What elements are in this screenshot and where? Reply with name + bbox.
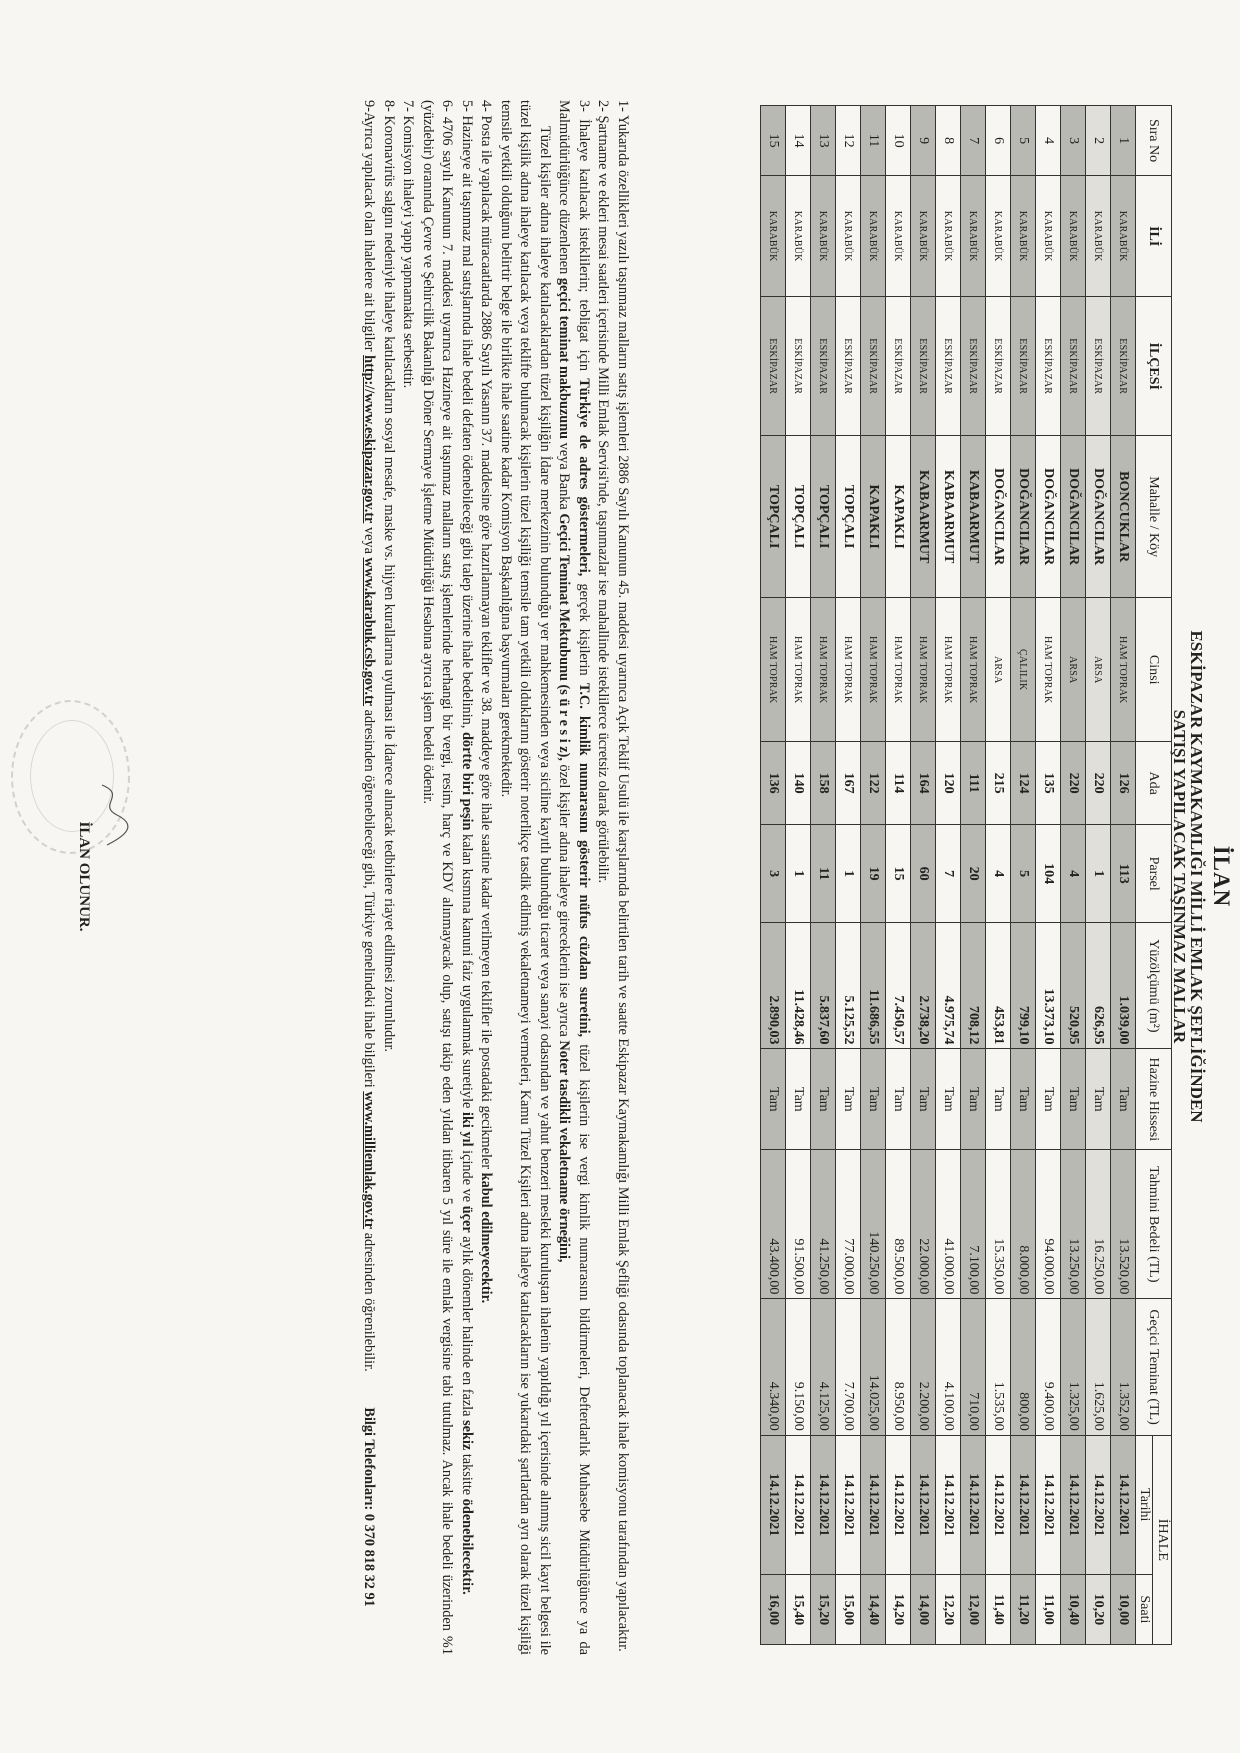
cell-yuzolcumu: 453,81 <box>986 923 1011 1049</box>
cell-cinsi: HAM TOPRAK <box>1111 598 1136 742</box>
cell-parsel: 113 <box>1111 825 1136 923</box>
cell-ilcesi: ESKİPAZAR <box>836 297 861 436</box>
cell-saati: 10,00 <box>1111 1574 1136 1644</box>
cell-tarihi: 14.12.2021 <box>1011 1435 1036 1574</box>
cell-mahalle: KABAARMUT <box>961 436 986 598</box>
cell-sira-no: 7 <box>961 106 986 176</box>
cell-tarihi: 14.12.2021 <box>1086 1435 1111 1574</box>
cell-tarihi: 14.12.2021 <box>986 1435 1011 1574</box>
table-row <box>836 106 861 1645</box>
cell-parsel: 4 <box>1061 825 1086 923</box>
cell-cinsi: HAM TOPRAK <box>861 598 886 742</box>
header-hazine: Hazine Hissesi <box>1136 1049 1172 1150</box>
cell-gecici: 1.625,00 <box>1086 1299 1111 1435</box>
header-ili: İLİ <box>1136 176 1172 297</box>
cell-mahalle: KAPAKLI <box>861 436 886 598</box>
cell-ada: 220 <box>1061 742 1086 825</box>
table-row <box>936 106 961 1645</box>
cell-ada: 124 <box>1011 742 1036 825</box>
header-ihale: İHALE <box>1153 1435 1172 1644</box>
cell-sira-no: 6 <box>986 106 1011 176</box>
cell-parsel: 4 <box>986 825 1011 923</box>
note-2: 2- Şartname ve ekleri mesai saatleri içerisinde Milli Emlak Servisi'nde, taşınmazlar ise mahallinde isteklilerce ücretsiz olarak görülebilir. <box>595 100 612 884</box>
header-sira-no: Sıra No <box>1136 106 1172 176</box>
cell-parsel: 1 <box>1086 825 1111 923</box>
cell-parsel: 60 <box>911 825 936 923</box>
cell-hazine: Tam <box>986 1049 1011 1150</box>
note-7: 7- Komisyon ihaleyi yapıp yapmamakta serbesttir. <box>400 100 417 389</box>
cell-sira-no: 1 <box>1111 106 1136 176</box>
cell-ili: KARABÜK <box>961 176 986 297</box>
cell-saati: 14,40 <box>861 1574 886 1644</box>
cell-tahmini: 7.100,00 <box>961 1150 986 1299</box>
cell-ilcesi: ESKİPAZAR <box>886 297 911 436</box>
cell-yuzolcumu: 520,95 <box>1061 923 1086 1049</box>
cell-tarihi: 14.12.2021 <box>786 1435 811 1574</box>
note-9: 9-Ayrıca yapılacak olan ihalelere ait bilgiler http://www.eskipazar.gov.tr veya www.karabuk.csb.gov.tr adresinden öğrenebileceği gibi, Türkiye genelindeki ihale bilgileri www.milliemlak.gov.tr adresinden öğrenilebilir. Bilgi Telefonları: 0 370 818 32 91 <box>361 100 378 1607</box>
cell-cinsi: HAM TOPRAK <box>836 598 861 742</box>
table-row <box>986 106 1011 1645</box>
issuer-title: ESKİPAZAR KAYMAKAMLIĞI MİLLİ EMLAK ŞEFLİĞİNDEN <box>1187 630 1206 1123</box>
cell-mahalle: TOPÇALI <box>786 436 811 598</box>
cell-cinsi: HAM TOPRAK <box>1036 598 1061 742</box>
cell-yuzolcumu: 1.039,00 <box>1111 923 1136 1049</box>
cell-ilcesi: ESKİPAZAR <box>1086 297 1111 436</box>
cell-ili: KARABÜK <box>1111 176 1136 297</box>
cell-hazine: Tam <box>761 1049 786 1150</box>
cell-cinsi: HAM TOPRAK <box>961 598 986 742</box>
table-row <box>1061 106 1086 1645</box>
cell-sira-no: 11 <box>861 106 886 176</box>
cell-yuzolcumu: 2.738,20 <box>911 923 936 1049</box>
cell-gecici: 2.200,00 <box>911 1299 936 1435</box>
cell-ada: 122 <box>861 742 886 825</box>
cell-saati: 15,00 <box>836 1574 861 1644</box>
cell-tarihi: 14.12.2021 <box>861 1435 886 1574</box>
table-row <box>1011 106 1036 1645</box>
cell-saati: 14,20 <box>886 1574 911 1644</box>
cell-tarihi: 14.12.2021 <box>811 1435 836 1574</box>
cell-sira-no: 4 <box>1036 106 1061 176</box>
cell-gecici: 710,00 <box>961 1299 986 1435</box>
cell-gecici: 1.352,00 <box>1111 1299 1136 1435</box>
cell-sira-no: 13 <box>811 106 836 176</box>
cell-saati: 16,00 <box>761 1574 786 1644</box>
cell-yuzolcumu: 13.373,10 <box>1036 923 1061 1049</box>
cell-ilcesi: ESKİPAZAR <box>986 297 1011 436</box>
header-parsel: Parsel <box>1136 825 1172 923</box>
cell-ili: KARABÜK <box>936 176 961 297</box>
closing-text: İLAN OLUNUR. <box>76 821 92 932</box>
cell-ilcesi: ESKİPAZAR <box>1036 297 1061 436</box>
cell-ilcesi: ESKİPAZAR <box>811 297 836 436</box>
cell-sira-no: 8 <box>936 106 961 176</box>
cell-saati: 11,40 <box>986 1574 1011 1644</box>
cell-mahalle: TOPÇALI <box>811 436 836 598</box>
cell-ilcesi: ESKİPAZAR <box>911 297 936 436</box>
table-row <box>886 106 911 1645</box>
cell-parsel: 1 <box>786 825 811 923</box>
cell-gecici: 4.340,00 <box>761 1299 786 1435</box>
header-gecici: Geçici Teminat (TL) <box>1136 1299 1172 1435</box>
cell-ada: 167 <box>836 742 861 825</box>
cell-cinsi: HAM TOPRAK <box>811 598 836 742</box>
cell-saati: 11,20 <box>1011 1574 1036 1644</box>
cell-ilcesi: ESKİPAZAR <box>961 297 986 436</box>
cell-saati: 11,00 <box>1036 1574 1061 1644</box>
cell-mahalle: DOĞANCILAR <box>1086 436 1111 598</box>
cell-cinsi: ARSA <box>1061 598 1086 742</box>
cell-mahalle: TOPÇALI <box>761 436 786 598</box>
cell-yuzolcumu: 7.450,57 <box>886 923 911 1049</box>
cell-gecici: 1.325,00 <box>1061 1299 1086 1435</box>
cell-sira-no: 2 <box>1086 106 1111 176</box>
cell-ili: KARABÜK <box>786 176 811 297</box>
cell-mahalle: KABAARMUT <box>936 436 961 598</box>
cell-saati: 12,00 <box>961 1574 986 1644</box>
header-yuzolcumu: Yüzölçümü (m²) <box>1136 923 1172 1049</box>
cell-sira-no: 15 <box>761 106 786 176</box>
cell-sira-no: 10 <box>886 106 911 176</box>
cell-cinsi: HAM TOPRAK <box>936 598 961 742</box>
cell-sira-no: 9 <box>911 106 936 176</box>
cell-mahalle: DOĞANCILAR <box>986 436 1011 598</box>
cell-tarihi: 14.12.2021 <box>836 1435 861 1574</box>
header-cinsi: Cinsi <box>1136 598 1172 742</box>
cell-ada: 136 <box>761 742 786 825</box>
cell-ada: 114 <box>886 742 911 825</box>
cell-ilcesi: ESKİPAZAR <box>1061 297 1086 436</box>
header-tahmini: Tahmini Bedeli (TL) <box>1136 1150 1172 1299</box>
cell-gecici: 9.150,00 <box>786 1299 811 1435</box>
cell-tahmini: 16.250,00 <box>1086 1150 1111 1299</box>
cell-hazine: Tam <box>1061 1049 1086 1150</box>
cell-parsel: 3 <box>761 825 786 923</box>
cell-cinsi: ARSA <box>986 598 1011 742</box>
cell-hazine: Tam <box>786 1049 811 1150</box>
cell-gecici: 800,00 <box>1011 1299 1036 1435</box>
cell-tahmini: 22.000,00 <box>911 1150 936 1299</box>
cell-yuzolcumu: 5.125,52 <box>836 923 861 1049</box>
cell-ada: 140 <box>786 742 811 825</box>
cell-yuzolcumu: 708,12 <box>961 923 986 1049</box>
cell-ilcesi: ESKİPAZAR <box>786 297 811 436</box>
cell-hazine: Tam <box>1111 1049 1136 1150</box>
cell-tahmini: 13.250,00 <box>1061 1150 1086 1299</box>
cell-ada: 135 <box>1036 742 1061 825</box>
cell-yuzolcumu: 2.890,03 <box>761 923 786 1049</box>
cell-tarihi: 14.12.2021 <box>1061 1435 1086 1574</box>
cell-mahalle: KAPAKLI <box>886 436 911 598</box>
header-saati: Saati <box>1136 1574 1153 1644</box>
cell-ili: KARABÜK <box>1061 176 1086 297</box>
cell-gecici: 1.535,00 <box>986 1299 1011 1435</box>
cell-ili: KARABÜK <box>761 176 786 297</box>
milliemlak-link[interactable]: www.milliemlak.gov.tr <box>361 1091 378 1230</box>
cell-tahmini: 13.520,00 <box>1111 1150 1136 1299</box>
cell-ada: 120 <box>936 742 961 825</box>
cell-tahmini: 94.000,00 <box>1036 1150 1061 1299</box>
cell-cinsi: HAM TOPRAK <box>786 598 811 742</box>
cell-mahalle: DOĞANCILAR <box>1036 436 1061 598</box>
cell-tarihi: 14.12.2021 <box>936 1435 961 1574</box>
cell-yuzolcumu: 11.686,55 <box>861 923 886 1049</box>
cell-hazine: Tam <box>936 1049 961 1150</box>
cell-ili: KARABÜK <box>836 176 861 297</box>
header-mahalle: Mahalle / Köy <box>1136 436 1172 598</box>
table-row <box>961 106 986 1645</box>
cell-gecici: 4.125,00 <box>811 1299 836 1435</box>
cell-hazine: Tam <box>1036 1049 1061 1150</box>
notes-section <box>359 100 632 1655</box>
cell-ili: KARABÜK <box>1086 176 1111 297</box>
cell-tahmini: 41.250,00 <box>811 1150 836 1299</box>
cell-yuzolcumu: 626,95 <box>1086 923 1111 1049</box>
cell-ada: 111 <box>961 742 986 825</box>
phone-label: Bilgi Telefonları: <box>361 1407 378 1511</box>
table-row <box>911 106 936 1645</box>
cell-saati: 10,20 <box>1086 1574 1111 1644</box>
cell-gecici: 14.025,00 <box>861 1299 886 1435</box>
cell-mahalle: KABAARMUT <box>911 436 936 598</box>
cell-hazine: Tam <box>861 1049 886 1150</box>
cell-parsel: 104 <box>1036 825 1061 923</box>
cell-mahalle: TOPÇALI <box>836 436 861 598</box>
signature <box>92 780 132 850</box>
cell-sira-no: 5 <box>1011 106 1036 176</box>
cell-tahmini: 77.000,00 <box>836 1150 861 1299</box>
cell-ada: 164 <box>911 742 936 825</box>
karabuk-csb-link[interactable]: www.karabuk.csb.gov.tr <box>361 557 378 707</box>
phone-number: 0 370 818 32 91 <box>361 1513 378 1607</box>
table-row <box>1086 106 1111 1645</box>
cell-yuzolcumu: 799,10 <box>1011 923 1036 1049</box>
cell-ili: KARABÜK <box>861 176 886 297</box>
cell-parsel: 5 <box>1011 825 1036 923</box>
cell-parsel: 11 <box>811 825 836 923</box>
cell-hazine: Tam <box>961 1049 986 1150</box>
cell-tarihi: 14.12.2021 <box>761 1435 786 1574</box>
table-row <box>761 106 786 1645</box>
cell-sira-no: 3 <box>1061 106 1086 176</box>
cell-tarihi: 14.12.2021 <box>1036 1435 1061 1574</box>
cell-tarihi: 14.12.2021 <box>911 1435 936 1574</box>
cell-gecici: 8.950,00 <box>886 1299 911 1435</box>
cell-saati: 15,40 <box>786 1574 811 1644</box>
cell-gecici: 4.100,00 <box>936 1299 961 1435</box>
property-table-body <box>761 106 1136 1645</box>
cell-tahmini: 8.000,00 <box>1011 1150 1036 1299</box>
note-1: 1- Yukarıda özellikleri yazılı taşınmaz malların satış işlemleri 2886 Sayılı Kanunun 45. maddesi uyarınca Açık Teklif Usulü ile karşılarında belirtilen tarih ve saatte Eskipazar Kaymakamlığı Milli Emlak Şefliği odasında toplanacak ihale komisyonu tarafından yapılacaktır. <box>615 100 631 1652</box>
cell-ilcesi: ESKİPAZAR <box>861 297 886 436</box>
cell-cinsi: HAM TOPRAK <box>761 598 786 742</box>
cell-yuzolcumu: 5.837,60 <box>811 923 836 1049</box>
cell-ili: KARABÜK <box>1011 176 1036 297</box>
cell-cinsi: ARSA <box>1086 598 1111 742</box>
cell-hazine: Tam <box>836 1049 861 1150</box>
cell-ada: 158 <box>811 742 836 825</box>
cell-ilcesi: ESKİPAZAR <box>761 297 786 436</box>
cell-hazine: Tam <box>886 1049 911 1150</box>
cell-ili: KARABÜK <box>986 176 1011 297</box>
table-row <box>811 106 836 1645</box>
table-title: SATIŞI YAPILACAK TAŞINMAZ MALLAR <box>1170 709 1189 1044</box>
note-8: 8- Koronavirüs salgını nedeniyle ihaleye katılacakların sosyal mesafe, maske vs. hijyen kurallarına uyulması ile İdarece alınacak tedbirlere riayet edilmesi zorunludur. <box>381 100 397 1052</box>
cell-ili: KARABÜK <box>1036 176 1061 297</box>
note-4: 4- Posta ile yapılacak müracaatlarda 2886 Sayılı Yasanın 37. maddesine göre hazırlanmayan teklifler ve 38. maddeye göre ihale saatine kadar verilmeyen teklifler ile postadaki gecikmeler kabul edilmeyecektir. <box>478 100 495 1304</box>
cell-ili: KARABÜK <box>886 176 911 297</box>
cell-mahalle: DOĞANCILAR <box>1011 436 1036 598</box>
cell-hazine: Tam <box>1011 1049 1036 1150</box>
cell-mahalle: DOĞANCILAR <box>1061 436 1086 598</box>
cell-parsel: 19 <box>861 825 886 923</box>
table-row <box>861 106 886 1645</box>
cell-saati: 14,00 <box>911 1574 936 1644</box>
note-3-legal-entities: Tüzel kişiler adına ihaleye katılacaklardan tüzel kişiliğin İdare merkezinin bulunduğu yer mahkemesinden veya siciline kayıtlı bulunduğu ticaret veya sanayi odasından ve yahut benzeri mesleki kuruluştan ihalenin yapıldığı yıl içerisinde alınmış sicil kayıt belgesi ile tüzel kişilik adına ihaleye katılacak veya teklifte bulunacak kişilerin tüzel kişiliği temsile tam yetkili olduklarını gösterir noterlikçe tasdik edilmiş vekaletnameyi vermeleri, Kamu Tüzel Kişileri adına ihaleye katılacakların ise yukarıdaki şartlardan ayrı olarak tüzel kişiliği temsile yetkili olduğunu belirtir belge ile birlikte ihale saatine kadar Komisyon Başkanlığına başvurmaları gerekmektedir. <box>498 100 553 1655</box>
property-table <box>760 105 1172 1645</box>
note-3: 3- İhaleye katılacak isteklilerin; tebligat için Türkiye de adres göstermeleri, gerçek kişilerin T.C. kimlik numarasını gösterir nüfus cüzdan suretini, tüzel kişilerin ise vergi kimlik numarasını bildirmeleri, Defterdarlık Muhasebe Müdürlüğünce ya da Malmüdürlüğünce düzenlenen geçici teminat makbuzunu veya Banka Geçici Teminat Mektubunu (s ü r e s i z), özel kişiler adına ihaleye girecеklerin ise ayrıca Noter tasdikli vekaletname örneğini, <box>556 100 592 1655</box>
cell-cinsi: HAM TOPRAK <box>911 598 936 742</box>
cell-tarihi: 14.12.2021 <box>961 1435 986 1574</box>
cell-ada: 220 <box>1086 742 1111 825</box>
cell-hazine: Tam <box>1086 1049 1111 1150</box>
cell-ilcesi: ESKİPAZAR <box>936 297 961 436</box>
cell-saati: 10,40 <box>1061 1574 1086 1644</box>
cell-hazine: Tam <box>911 1049 936 1150</box>
cell-tahmini: 91.500,00 <box>786 1150 811 1299</box>
cell-tahmini: 43.400,00 <box>761 1150 786 1299</box>
cell-tahmini: 140.250,00 <box>861 1150 886 1299</box>
cell-sira-no: 14 <box>786 106 811 176</box>
cell-cinsi: ÇALILIK <box>1011 598 1036 742</box>
note-6: 6- 4706 sayılı Kanunun 7. maddesi uyarınca Hazineye ait taşınmaz malların satış işlemlerinde herhangi bir vergi, resim, harç ve KDV alınmayacak olup, satışı takip eden yıldan itibaren 5 yıl süre ile emlak vergisine tabi tutulmaz. Ancak ihale bedeli üzerinden %1 (yüzdebir) oranında Çevre ve Şehircilik Bakanlığı Döner Sermaye İşletme Müdürlüğü Hesabına ayrıca işlem bedeli ödenir. <box>420 100 456 1655</box>
cell-yuzolcumu: 11.428,46 <box>786 923 811 1049</box>
cell-ada: 126 <box>1111 742 1136 825</box>
cell-ada: 215 <box>986 742 1011 825</box>
cell-tahmini: 41.000,00 <box>936 1150 961 1299</box>
table-row <box>1111 106 1136 1645</box>
header-tarihi: Tarihi <box>1136 1435 1153 1574</box>
cell-yuzolcumu: 4.975,74 <box>936 923 961 1049</box>
cell-tarihi: 14.12.2021 <box>1111 1435 1136 1574</box>
cell-ilcesi: ESKİPAZAR <box>1011 297 1036 436</box>
cell-hazine: Tam <box>811 1049 836 1150</box>
cell-parsel: 20 <box>961 825 986 923</box>
header-ilcesi: İLÇESİ <box>1136 297 1172 436</box>
table-row <box>1036 106 1061 1645</box>
eskipazar-link[interactable]: http://www.eskipazar.gov.tr <box>361 355 378 524</box>
cell-gecici: 7.700,00 <box>836 1299 861 1435</box>
cell-parsel: 7 <box>936 825 961 923</box>
note-5: 5- Hazineye ait taşınmaz mal satışlarında ihale bedeli defaten ödenebileceği gibi talep üzerine ihale bedelinin, dörtte biri peşin kalan kısmına kanuni faiz uygulanmak suretiyle iki yıl içinde ve üçer aylık dönemler halinde en fazla sekiz taksitte ödenebilecektir. <box>459 100 475 1595</box>
cell-mahalle: BONCUKLAR <box>1111 436 1136 598</box>
cell-saati: 15,20 <box>811 1574 836 1644</box>
table-row <box>786 106 811 1645</box>
header-ada: Ada <box>1136 742 1172 825</box>
cell-ili: KARABÜK <box>911 176 936 297</box>
page-title: İLAN <box>1209 845 1234 908</box>
cell-tahmini: 15.350,00 <box>986 1150 1011 1299</box>
cell-ili: KARABÜK <box>811 176 836 297</box>
cell-saati: 12,20 <box>936 1574 961 1644</box>
cell-cinsi: HAM TOPRAK <box>886 598 911 742</box>
cell-parsel: 1 <box>836 825 861 923</box>
cell-sira-no: 12 <box>836 106 861 176</box>
cell-gecici: 9.400,00 <box>1036 1299 1061 1435</box>
cell-parsel: 15 <box>886 825 911 923</box>
cell-tahmini: 89.500,00 <box>886 1150 911 1299</box>
cell-tarihi: 14.12.2021 <box>886 1435 911 1574</box>
cell-ilcesi: ESKİPAZAR <box>1111 297 1136 436</box>
